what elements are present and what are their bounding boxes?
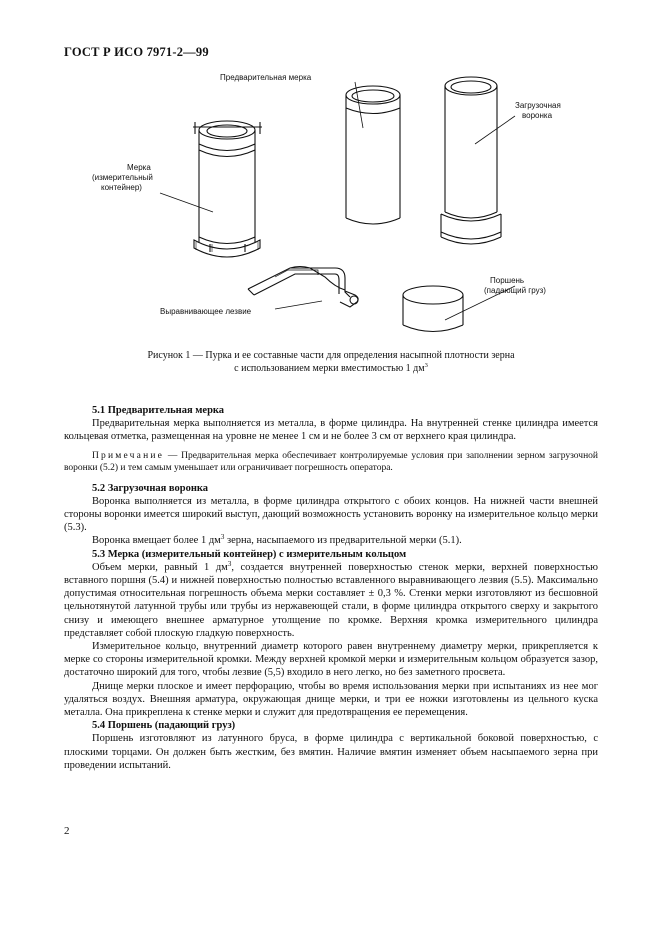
- section-5-3-p1: Объем мерки, равный 1 $дм^3$, создается внутренней поверхностью стенок мерки, верхней поверхностью вставного поршня (5.4) и нижней поверхностью полностью вставленного выравнивающего лезвия (5.5). Максимально допустимая относительная погрешность объема мерки составляет ± 0,3 %. Стенки мерки изготовляют из бесшовной цельнотянутой латунной трубы или трубы из нержавеющей стали, в форме цилиндра открытого сверху и закрытого снизу и имеющего внешнее арматурное утолщение по кромке. Верхняя кромка измерительного цилиндра представляет собой плоскую гладкую поверхность.: [64, 559, 598, 639]
- label-premeasure: Предварительная мерка: [220, 73, 312, 82]
- document-header: ГОСТ Р ИСО 7971-2—99: [64, 45, 209, 59]
- section-5-4-title: 5.4 Поршень (падающий груз): [92, 720, 236, 732]
- note-paragraph: Примечание — Предварительная мерка обеспечивает контролируемые условия при заполнении зерном загрузочной воронки (5.2) и тем самым уменьшает или ограничивает погрешность оператора.: [64, 450, 598, 473]
- label-measure-line1: Мерка: [127, 163, 151, 172]
- section-5-2-text2: Воронка вмещает более 1 $дм^3$ зерна, насыпаемого из предварительной мерки (5.1).: [92, 533, 462, 547]
- section-5-1-text: Предварительная мерка выполняется из металла, в форме цилиндра. На внутренней стенке цилиндра имеется кольцевая отметка, размещенная на уровне не менее 1 см и не более 3 см от верхнего края цилиндра.: [64, 418, 598, 443]
- pourka-illustration: [60, 62, 605, 352]
- section-5-3-p2: Измерительное кольцо, внутренний диаметр которого равен внутреннему диаметру мерки, прикрепляется к мерке со стороны измерительной кромки. Между верхней кромкой мерки и измерительным кольцом образуется зазор, достаточно широкий для того, чтобы лезвие (5,5) входило в него легко, но без заметного просвета.: [64, 641, 598, 679]
- caption-line1: Рисунок 1 — Пурка и ее составные части для определения насыпной плотности зерна: [147, 350, 515, 361]
- page-number: 2: [64, 825, 70, 837]
- section-5-3-title: 5.3 Мерка (измерительный контейнер) с измерительным кольцом: [92, 548, 407, 560]
- caption-line2: с использованием мерки вместимостью 1 $дм^3$: [234, 362, 428, 374]
- section-5-3-p3: Днище мерки плоское и имеет перфорацию, чтобы во время использования мерки при испытаниях из нее мог удаляться воздух. Внешняя арматура, окружающая днище мерки, и три ее ножки изготовлены из цельного куска металла. Она прикреплена к стенке мерки и служит для предотвращения ее перемещения.: [64, 680, 598, 719]
- section-5-2-text1: Воронка выполняется из металла, в форме цилиндра открытого с обоих концов. На нижней части внешней стороны воронки имеется широкий выступ, дающий возможность установить воронку на измерительное кольцо мерки (5.3).: [64, 495, 598, 534]
- label-measure-line3: контейнер): [101, 183, 142, 192]
- document-body: [64, 404, 598, 772]
- premeasure-drawing: [346, 86, 400, 224]
- blade-drawing: [248, 267, 358, 308]
- measure-container-drawing: [193, 121, 262, 252]
- note-label: Примечание: [92, 450, 165, 461]
- section-5-1-title: 5.1 Предварительная мерка: [92, 405, 225, 416]
- section-5-4-text: Поршень изготовляют из латунного бруса, в форме цилиндра с вертикальной боковой поверхностью, с плоскими торцами. Он должен быть жестким, без вмятин. Наличие вмятин изменяет объем насыпаемого зерна при проведении испытаний.: [64, 733, 598, 771]
- label-funnel-line2: воронка: [522, 111, 553, 120]
- piston-drawing: [403, 286, 463, 332]
- label-weight-line1: Поршень: [490, 276, 525, 285]
- label-blade: Выравнивающее лезвие: [160, 307, 252, 316]
- label-measure-line2: (измерительный: [92, 173, 153, 182]
- funnel-drawing: [441, 77, 501, 244]
- section-5-2-title: 5.2 Загрузочная воронка: [92, 482, 209, 494]
- figure-1: [60, 62, 605, 352]
- figure-caption: [64, 349, 598, 375]
- label-funnel-line1: Загрузочная: [515, 101, 561, 110]
- label-weight-line2: (падающий груз): [484, 286, 546, 295]
